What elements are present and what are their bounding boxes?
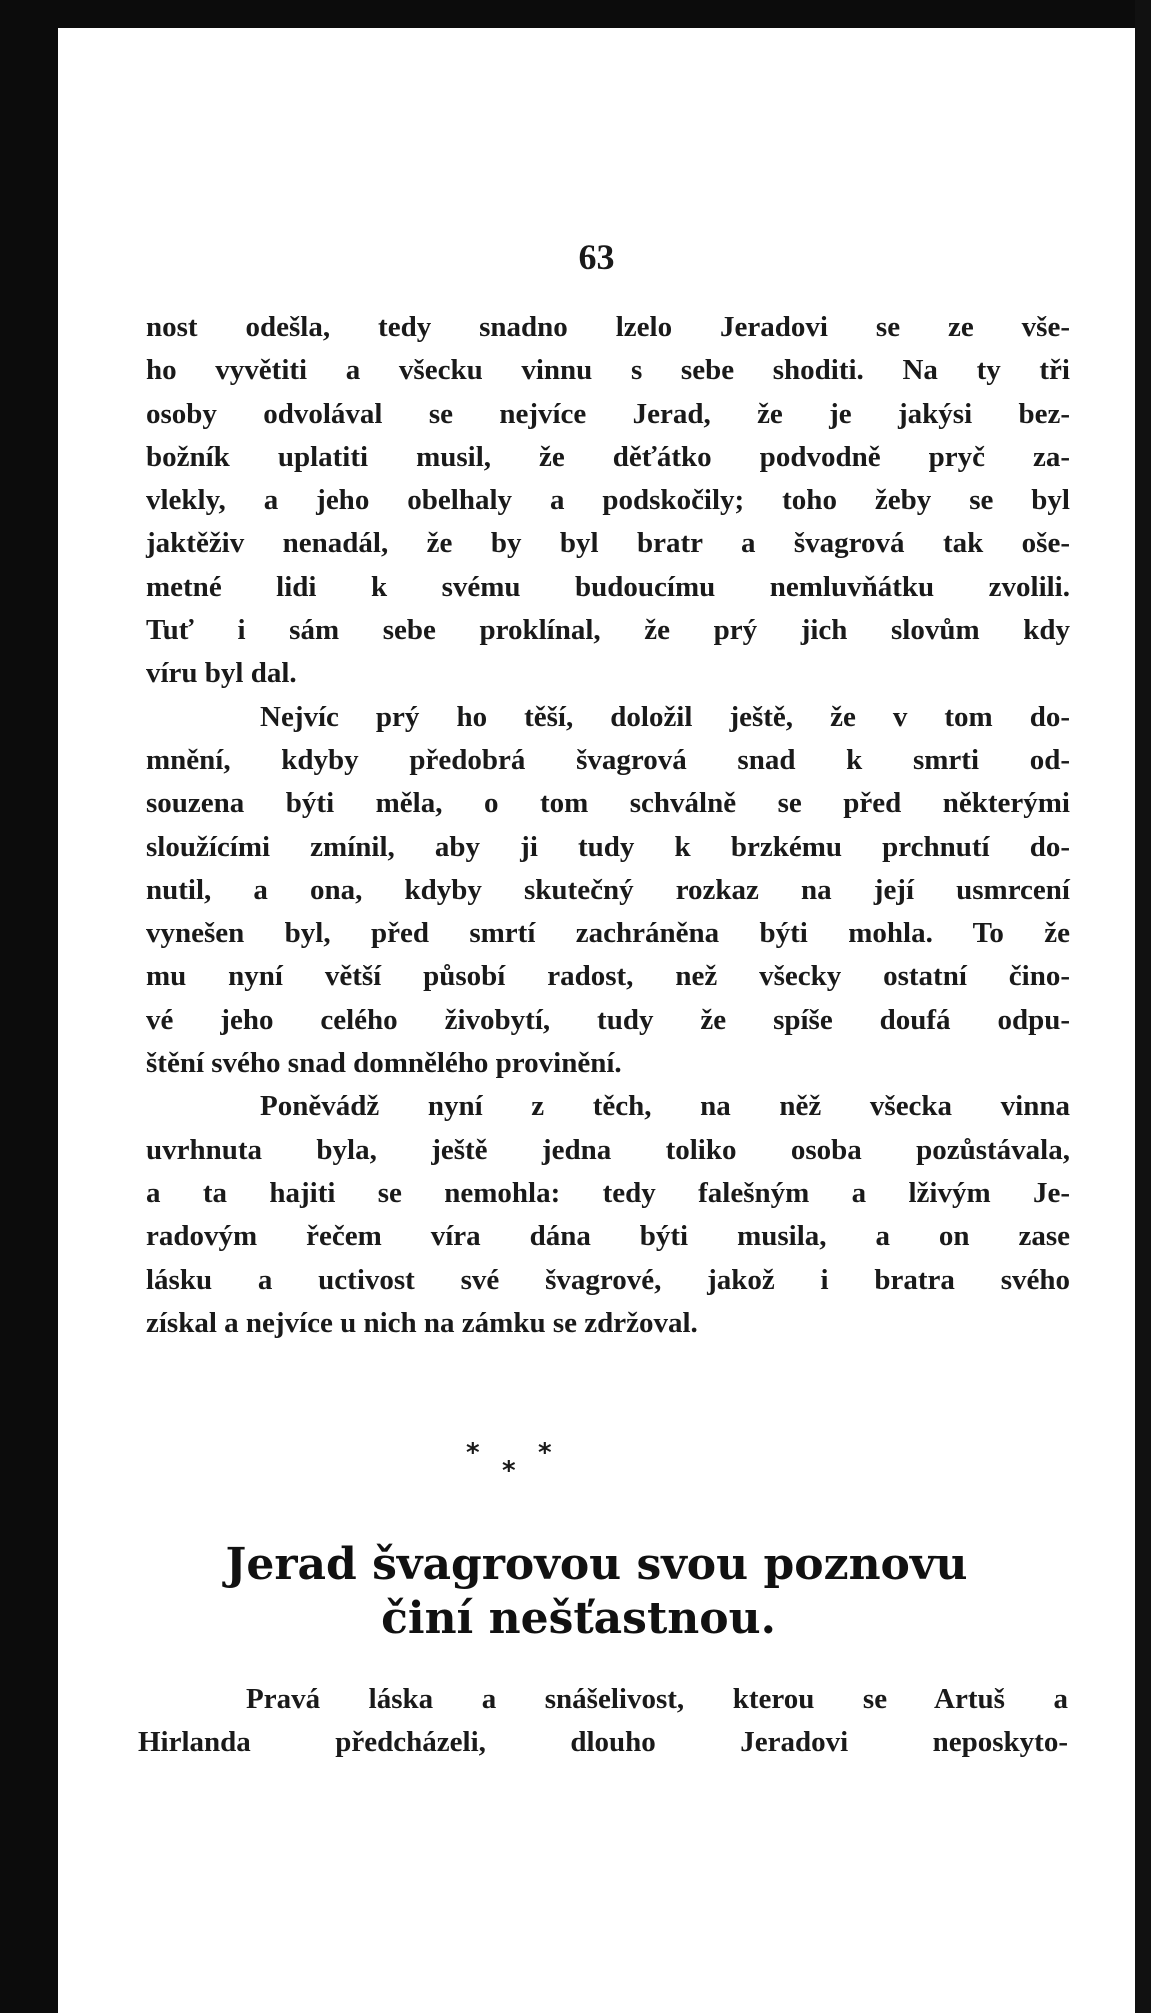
text-line: Poněvádž nyní z těch, na něž všecka vinna (260, 1090, 1070, 1123)
scan-left-border (0, 0, 58, 2013)
text-line: božník uplatiti musil, že děťátko podvodně pryč za- (146, 440, 1070, 473)
text-line: mu nyní větší působí radost, než všecky ostatní čino- (146, 960, 1070, 993)
scan-top-border (0, 0, 1151, 28)
text-line: získal a nejvíce u nich na zámku se zdržoval. (146, 1306, 698, 1339)
text-line: metné lidi k svému budoucímu nemluvňátku zvolili. (146, 570, 1070, 603)
body-text-continued (138, 1678, 1068, 1765)
text-line: mnění, kdyby předobrá švagrová snad k smrti od- (146, 743, 1070, 776)
asterisk-ornament: * (502, 1456, 516, 1486)
text-line: štění svého snad domnělého provinění. (146, 1047, 622, 1080)
text-line: víru byl dal. (146, 657, 297, 690)
text-line: Tuť i sám sebe proklínal, že prý jich slovům kdy (146, 614, 1070, 647)
asterisk-ornament: * (538, 1438, 552, 1468)
text-line: jaktěživ nenadál, že by byl bratr a švagrová tak oše- (146, 527, 1070, 560)
page-number: 63 (578, 237, 615, 277)
text-line: radovým řečem víra dána býti musila, a on zase (146, 1220, 1070, 1253)
chapter-heading-line: Jerad švagrovou svou poznovu (225, 1539, 968, 1590)
text-line: vé jeho celého živobytí, tudy že spíše doufá odpu- (146, 1003, 1070, 1036)
text-line: Pravá láska a snášelivost, kterou se Artuš a (246, 1683, 1068, 1715)
text-line: uvrhnuta byla, ještě jedna toliko osoba pozůstávala, (146, 1133, 1070, 1166)
body-text (146, 306, 1070, 1345)
chapter-heading (58, 1538, 1135, 1646)
text-line: vynešen byl, před smrtí zachráněna býti mohla. To že (146, 917, 1070, 950)
scan-right-border (1135, 0, 1151, 2013)
book-page (58, 28, 1135, 2013)
section-separator (58, 1438, 1135, 1508)
text-line: a ta hajiti se nemohla: tedy falešným a lživým Je- (146, 1176, 1070, 1209)
text-line: Nejvíc prý ho těší, doložil ještě, že v tom do- (260, 700, 1070, 733)
text-line: Hirlanda předcházeli, dlouho Jeradovi neposkyto- (138, 1726, 1068, 1759)
text-line: vlekly, a jeho obelhaly a podskočily; toho žeby se byl (146, 484, 1070, 517)
text-line: lásku a uctivost své švagrové, jakož i bratra svého (146, 1263, 1070, 1296)
text-line: sloužícími zmínil, aby ji tudy k brzkému prchnutí do- (146, 830, 1070, 863)
text-line: ho vyvětiti a všecku vinnu s sebe shoditi. Na ty tři (146, 354, 1070, 387)
text-line: nost odešla, tedy snadno lzelo Jeradovi se ze vše- (146, 311, 1070, 343)
text-line: souzena býti měla, o tom schválně se před některými (146, 787, 1070, 820)
text-line: nutil, a ona, kdyby skutečný rozkaz na její usmrcení (146, 873, 1070, 906)
text-line: osoby odvolával se nejvíce Jerad, že je jakýsi bez- (146, 397, 1070, 430)
asterisk-ornament: * (466, 1438, 480, 1468)
chapter-heading-line: činí nešťastnou. (381, 1593, 776, 1644)
